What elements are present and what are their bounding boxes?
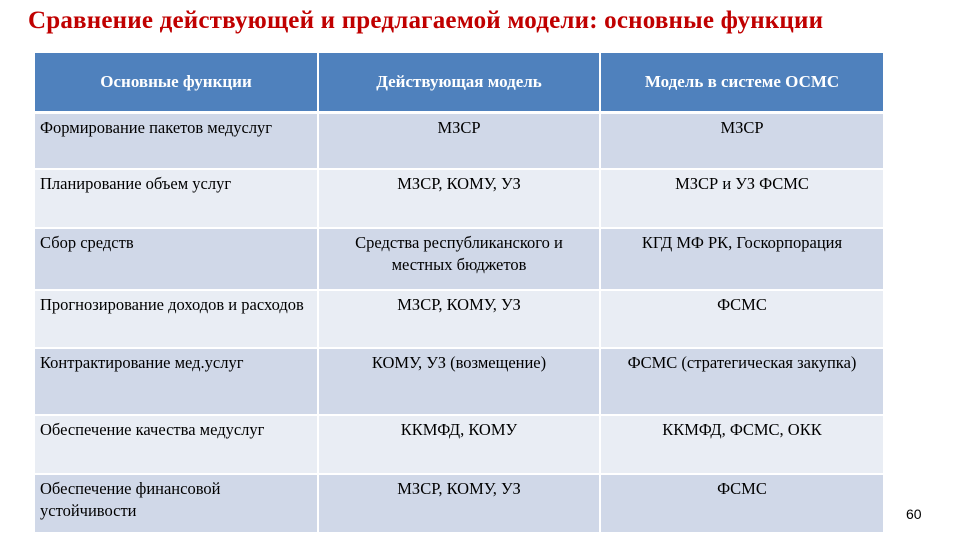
function-cell: Обеспечение финансовой устойчивости	[35, 474, 318, 532]
proposed-model-cell: КГД МФ РК, Госкорпорация	[600, 228, 883, 290]
comparison-table-container	[35, 53, 883, 532]
table-row	[35, 228, 883, 290]
function-cell: Планирование объем услуг	[35, 169, 318, 228]
current-model-cell: ККМФД, КОМУ	[318, 415, 600, 474]
current-model-cell: Средства республиканского и местных бюджетов	[318, 228, 600, 290]
proposed-model-cell: ФСМС	[600, 290, 883, 348]
function-cell: Формирование пакетов медуслуг	[35, 113, 318, 170]
page-number: 60	[906, 506, 922, 522]
current-model-cell: МЗСР, КОМУ, УЗ	[318, 169, 600, 228]
table-row	[35, 113, 883, 170]
proposed-model-cell: ККМФД, ФСМС, ОКК	[600, 415, 883, 474]
table-row	[35, 169, 883, 228]
comparison-table	[35, 53, 883, 532]
function-cell: Обеспечение качества медуслуг	[35, 415, 318, 474]
function-cell: Контрактирование мед.услуг	[35, 348, 318, 415]
table-header-row	[35, 53, 883, 113]
proposed-model-cell: ФСМС	[600, 474, 883, 532]
table-row	[35, 290, 883, 348]
proposed-model-cell: ФСМС (стратегическая закупка)	[600, 348, 883, 415]
function-cell: Прогнозирование доходов и расходов	[35, 290, 318, 348]
table-row	[35, 474, 883, 532]
header-functions: Основные функции	[35, 53, 318, 113]
header-current-model: Действующая модель	[318, 53, 600, 113]
current-model-cell: МЗСР, КОМУ, УЗ	[318, 290, 600, 348]
current-model-cell: КОМУ, УЗ (возмещение)	[318, 348, 600, 415]
current-model-cell: МЗСР, КОМУ, УЗ	[318, 474, 600, 532]
function-cell: Сбор средств	[35, 228, 318, 290]
proposed-model-cell: МЗСР	[600, 113, 883, 170]
proposed-model-cell: МЗСР и УЗ ФСМС	[600, 169, 883, 228]
slide-title: Сравнение действующей и предлагаемой модели: основные функции	[28, 7, 824, 34]
table-row	[35, 348, 883, 415]
header-proposed-model: Модель в системе ОСМС	[600, 53, 883, 113]
current-model-cell: МЗСР	[318, 113, 600, 170]
table-row	[35, 415, 883, 474]
